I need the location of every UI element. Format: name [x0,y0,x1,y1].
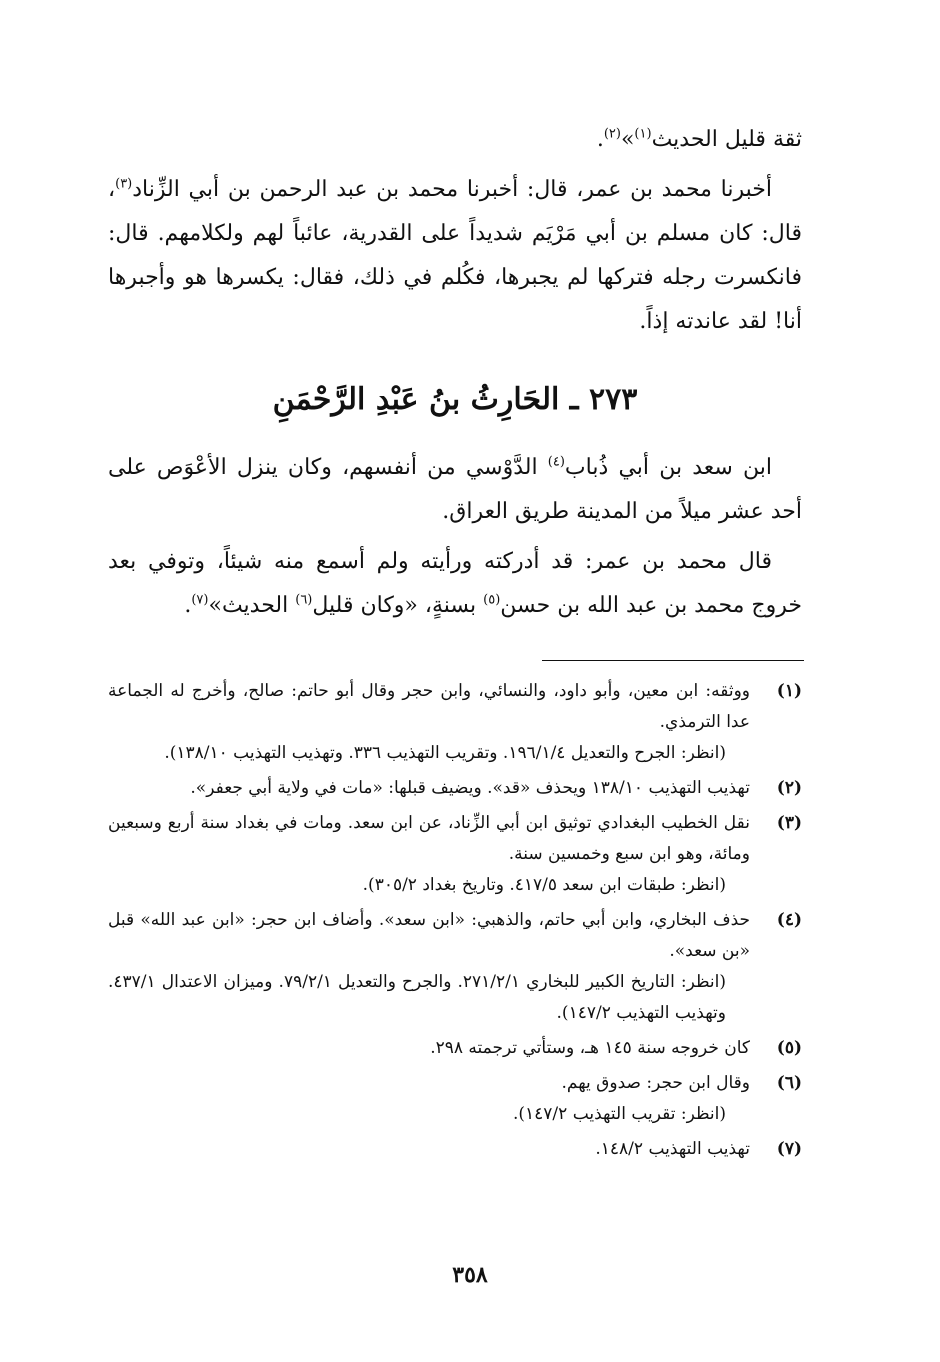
footnote-4 [108,905,802,1029]
footnote-number: (٧) [776,1139,802,1159]
footnote-reference: (انظر: التاريخ الكبير للبخاري ٢٧١/٢/١. والجرح والتعديل ٧٩/٢/١. وميزان الاعتدال ٤٣٧/١. وتهذيب التهذيب ١٤٧/٢). [108,972,727,1023]
footnote-number: (٣) [776,813,802,833]
footnote-text: تهذيب التهذيب ١٣٨/١٠ ويحذف «قد». ويضيف قبلها: «مات في ولاية أبي جعفر». [190,778,750,798]
note-ref-2: (٢) [603,126,621,142]
death-text-end: . [184,593,192,618]
page-number: ٣٥٨ [452,1262,488,1288]
report-text-b: ، قال: كان مسلم بن أبي مَرْيَم شديداً على القدرية، عائباً لهم ولكلامهم. قال: فانكسرت رجله فتركها لم يجبرها، فكُلم في ذلك، فقال: يكسرها هو وأجبرها أنا! لقد عاندته إذاً. [108,177,802,334]
footnote-body [108,808,750,901]
paragraph-report [108,168,802,344]
footnote-3 [108,808,802,901]
entry-heading: ٢٧٣ ـ الحَارِثُ بنُ عَبْدِ الرَّحْمَنِ [272,382,638,417]
note-ref-4: (٤) [547,454,565,470]
footnote-divider [542,660,804,661]
report-text-a: أخبرنا محمد بن عمر، قال: أخبرنا محمد بن عبد الرحمن بن أبي الزِّناد [132,177,772,202]
footnote-body [108,1068,750,1130]
footnote-text: وقال ابن حجر: صدوق يهم. [561,1073,750,1093]
note-ref-3: (٣) [115,176,133,192]
continuation-line [108,118,802,162]
footnote-text: ووثقه: ابن معين، وأبو داود، والنسائي، وابن حجر وقال أبو حاتم: صالح، وأخرج له الجماعة عدا الترمذي. [108,681,750,732]
continuation-text: ثقة قليل الحديث [651,127,802,152]
footnote-body [108,1134,750,1165]
footnote-reference: (انظر: تقريب التهذيب ١٤٧/٢). [512,1104,726,1124]
footnote-body [108,905,750,1029]
period: . [596,127,604,152]
death-text-b: بسنةٍ، «وكان قليل [312,593,484,618]
paragraph-death [108,540,802,628]
paragraph-lineage [108,446,802,534]
lineage-text-a: ابن سعد بن أبي ذُباب [564,455,773,480]
footnote-number: (١) [776,681,802,701]
footnote-text: حذف البخاري، وابن أبي حاتم، والذهبي: «ابن سعد». وأضاف ابن حجر: «ابن عبد الله» قبل «بن سعد». [108,910,750,961]
closing-quote: » [620,127,635,152]
footnote-7 [108,1134,802,1165]
footnote-number: (٥) [776,1038,802,1058]
footnote-reference: (انظر: طبقات ابن سعد ٤١٧/٥. وتاريخ بغداد ٣٠٥/٢). [362,875,726,895]
footnote-body [108,773,750,804]
note-ref-7: (٧) [191,592,209,608]
footnote-number: (٦) [776,1073,802,1093]
footnote-5 [108,1033,802,1064]
footnote-number: (٤) [776,910,802,930]
footnote-reference: (انظر: الجرح والتعديل ١٩٦/١/٤. وتقريب التهذيب ٣٣٦. وتهذيب التهذيب ١٣٨/١٠). [164,743,726,763]
note-ref-5: (٥) [483,592,501,608]
footnote-text: تهذيب التهذيب ١٤٨/٢. [595,1139,750,1159]
note-ref-6: (٦) [295,592,313,608]
footnote-body [108,1033,750,1064]
lineage-text-b: الدَّوْسي من أنفسهم، وكان ينزل الأعْوَص على أحد عشر ميلاً من المدينة طريق العراق. [108,455,802,524]
footnote-text: كان خروجه سنة ١٤٥ هـ، وستأتي ترجمته ٢٩٨. [430,1038,750,1058]
footnote-number: (٢) [776,778,802,798]
footnote-2 [108,773,802,804]
footnote-6 [108,1068,802,1130]
footnote-1 [108,676,802,769]
death-text-a: قال محمد بن عمر: قد أدركته ورأيته ولم أسمع منه شيئاً، وتوفي بعد خروج محمد بن عبد الله بن حسن [108,549,802,618]
death-text-c: الحديث» [208,593,296,618]
footnote-text: نقل الخطيب البغدادي توثيق ابن أبي الزِّناد، عن ابن سعد. ومات في بغداد سنة أربع وسبعين ومائة، وهو ابن سبع وخمسين سنة. [108,813,750,864]
footnote-body [108,676,750,769]
note-ref-1: (١) [634,126,652,142]
footnotes [108,676,802,1169]
